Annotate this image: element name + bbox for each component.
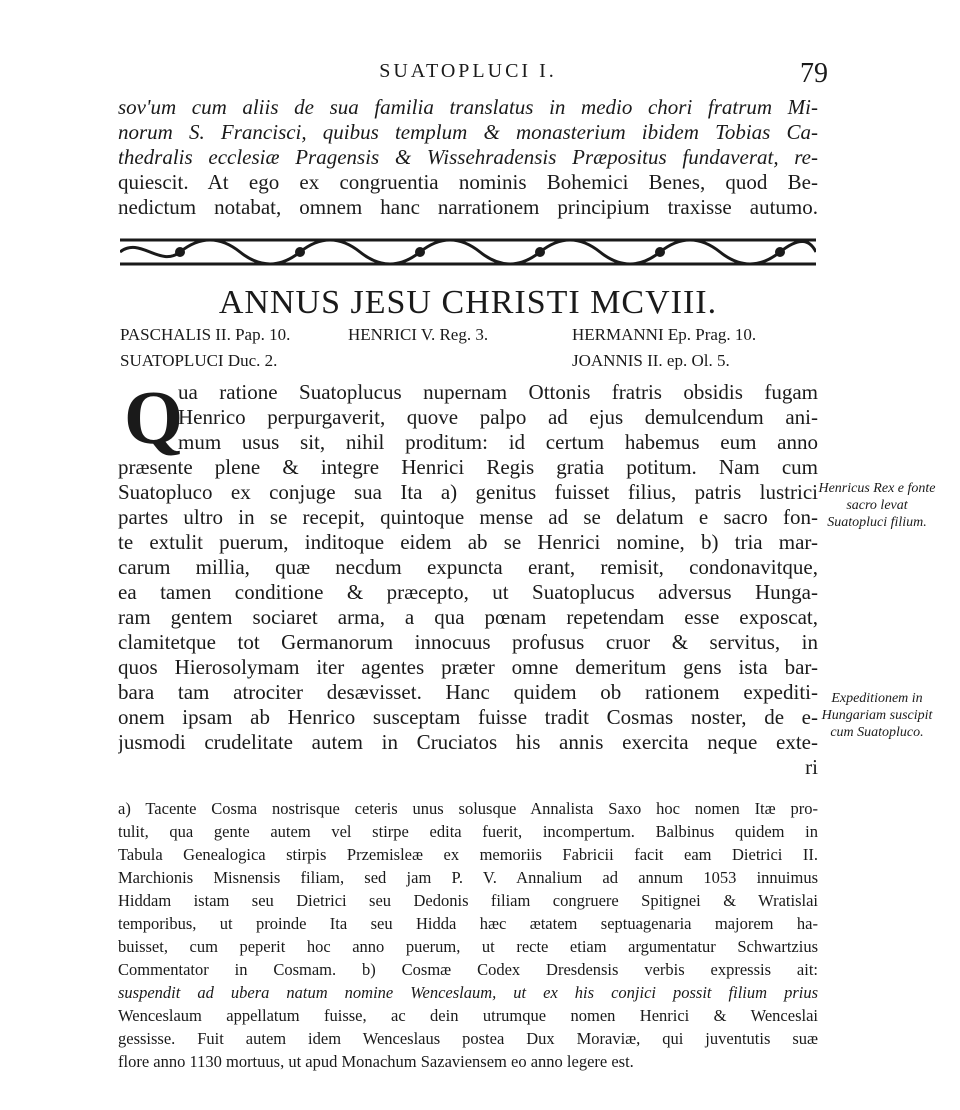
- text-line: quos Hierosolymam iter agentes præter omne demeritum gens ista bar-: [118, 655, 818, 679]
- page-number: 79: [800, 58, 828, 89]
- regnal-paschalis: PASCHALIS II. Pap. 10.: [120, 325, 291, 344]
- text-line: nedictum notabat, omnem hanc narrationem principium traxisse autumo.: [118, 195, 818, 219]
- text-line: ea tamen conditione & præcepto, ut Suatoplucus adversus Hunga-: [118, 580, 818, 604]
- footnote-line: buisset, cum peperit hoc anno puerum, ut recte etiam argumentatur Schwartzius: [118, 937, 818, 956]
- text-line: jusmodi crudelitate autem in Cruciatos his annis exercita neque exte-: [118, 730, 818, 754]
- regnal-suatopluci: SUATOPLUCI Duc. 2.: [120, 351, 278, 370]
- text-line: mum usus sit, nihil proditum: id certum habemus eum anno: [178, 430, 818, 454]
- margin-note-expedition: Expeditionem in Hungariam suscipit cum Suatopluco.: [821, 691, 933, 740]
- ornament-band: [120, 230, 816, 274]
- footnote-line: Wenceslaum appellatum fuisse, ac dein utrumque nomen Henrici & Wenceslai: [118, 1006, 818, 1025]
- footnote-line: tulit, qua gente autem vel stirpe edita fuerit, incompertum. Balbinus quidem in: [118, 822, 818, 841]
- footnote-line: Commentator in Cosmam. b) Cosmæ Codex Dresdensis verbis expressis ait:: [118, 960, 818, 979]
- running-title: SUATOPLUCI I.: [379, 60, 557, 82]
- text-line: thedralis ecclesiæ Pragensis & Wissehradensis Præpositus fundaverat, re-: [118, 145, 818, 169]
- footnote-line: a) Tacente Cosma nostrisque ceteris unus solusque Annalista Saxo hoc nomen Itæ pro-: [118, 799, 818, 818]
- intro-paragraph: [118, 95, 818, 220]
- footnote-line: flore anno 1130 mortuus, ut apud Monachum Sazaviensem eo anno legere est.: [118, 1052, 634, 1071]
- catchword: ri: [805, 755, 818, 779]
- footnotes: [118, 797, 818, 1073]
- text-line: Henrico perpurgaverit, quove palpo ad ejus demulcendum ani-: [178, 405, 818, 429]
- body-paragraph: [118, 455, 818, 780]
- footnote-line: gessisse. Fuit autem idem Wenceslaus postea Dux Moraviæ, qui juventutis suæ: [118, 1029, 818, 1048]
- text-line: te extulit puerum, inditoque eidem ab se Henrici nomine, b) tria mar-: [118, 530, 818, 554]
- footnote-line: Tabula Genealogica stirpis Przemisleæ ex memoriis Fabricii facit eam Dietrici II.: [118, 845, 818, 864]
- regnal-hermanni: HERMANNI Ep. Prag. 10.: [572, 325, 757, 344]
- text-line: norum S. Francisci, quibus templum & monasterium ibidem Tobias Ca-: [118, 120, 818, 144]
- regnal-joannis: JOANNIS II. ep. Ol. 5.: [572, 351, 730, 370]
- text-line: quiescit. At ego ex congruentia nominis Bohemici Benes, quod Be-: [118, 170, 818, 194]
- body-opening: [178, 380, 818, 455]
- text-line: carum millia, quæ necdum expuncta erant, remisit, condonavitque,: [118, 555, 818, 579]
- margin-note-baptism: Henricus Rex e fonte sacro levat Suatopluci filium.: [818, 481, 936, 530]
- year-heading: ANNUS JESU CHRISTI MCVIII.: [218, 284, 718, 321]
- footnote-line: Marchionis Misnensis filiam, sed jam P. V. Annalium ad annum 1053 innuimus: [118, 868, 818, 887]
- footnote-line: temporibus, ut proinde Ita seu Hidda hæc ætatem septuagenaria majorem ha-: [118, 914, 818, 933]
- text-line: bara tam atrociter desævisset. Hanc quidem ob rationem expediti-: [118, 680, 818, 704]
- text-line: clamitetque tot Germanorum innocuus profusus cruor & servitus, in: [118, 630, 818, 654]
- text-line: sov'um cum aliis de sua familia translatus in medio chori fratrum Mi-: [118, 95, 818, 119]
- text-line: ram gentem sociaret arma, a qua pœnam repetendam esse exposcat,: [118, 605, 818, 629]
- text-line: onem ipsam ab Henrico susceptam fuisse tradit Cosmas noster, de e-: [118, 705, 818, 729]
- text-line: partes ultro in se recepit, quintoque mense ad se delatum e sacro fon-: [118, 505, 818, 529]
- footnote-line: Hiddam istam seu Dietrici seu Dedonis filiam congruere Spitignei & Wratislai: [118, 891, 818, 910]
- text-line: Suatopluco ex conjuge sua Ita a) genitus fuisset filius, patris lustrici: [118, 480, 818, 504]
- drop-cap: Q: [124, 376, 184, 460]
- text-line: ua ratione Suatoplucus nupernam Ottonis fratris obsidis fugam: [178, 380, 818, 404]
- text-line: præsente plene & integre Henrici Regis gratia potitum. Nam cum: [118, 455, 818, 479]
- regnal-henrici: HENRICI V. Reg. 3.: [348, 325, 489, 344]
- running-header: [118, 58, 828, 89]
- footnote-line: suspendit ad ubera natum nomine Wenceslaum, ut ex his conjici possit filium prius: [118, 983, 818, 1002]
